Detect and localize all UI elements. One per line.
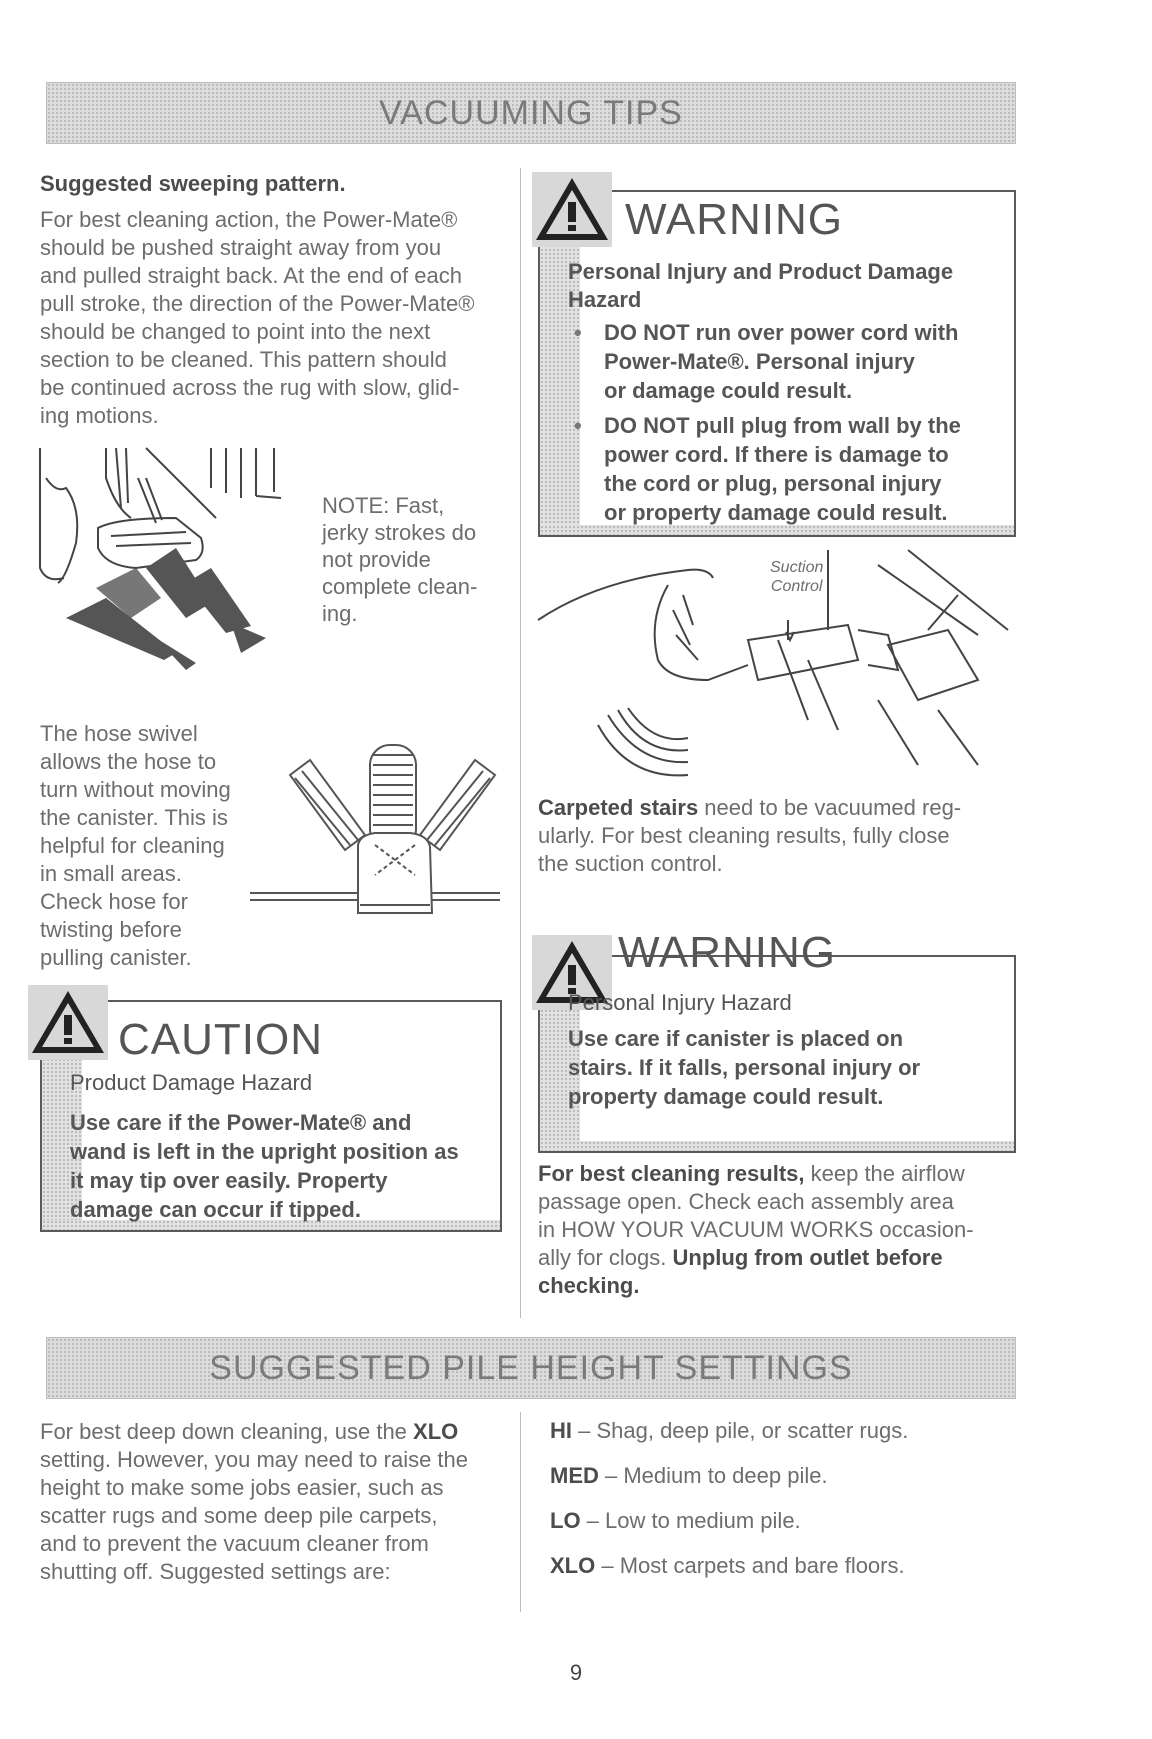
sweeping-note: NOTE: Fast, jerky strokes do not provide complete clean- ing.	[322, 493, 478, 626]
pile-intro-text: For best deep down cleaning, use the XLO setting. However, you may need to raise the height to make some jobs easier, such as scatter rugs and some deep pile carpets, and to prevent the vacuum cleaner from shutting off. Suggested settings are:	[40, 1419, 469, 1584]
section-banner-pile-height	[46, 1337, 1016, 1399]
caution-title: CAUTION	[118, 1015, 323, 1064]
best-results-text: For best cleaning results, keep the airflow passage open. Check each assembly area in HOW YOUR VACUUM WORKS occasion- ally for clogs. Unplug from outlet before checking.	[538, 1161, 974, 1298]
pile-setting-lo: LO – Low to medium pile.	[550, 1508, 801, 1533]
warning1-bullet-2: • DO NOT pull plug from wall by the power cord. If there is damage to the cord or plug, personal injury or property damage could result.	[568, 411, 1008, 527]
warning1-subtitle: Personal Injury and Product Damage Hazard	[568, 259, 954, 312]
pile-setting-med: MED – Medium to deep pile.	[550, 1463, 828, 1488]
warning2-body: Use care if canister is placed on stairs. If it falls, personal injury or property damage could result.	[568, 1026, 921, 1109]
column-divider	[520, 168, 521, 1318]
warning2-bottom-stripe	[540, 1141, 1014, 1151]
section-banner-vacuuming-tips	[46, 82, 1016, 144]
pile-setting-hi: HI – Shag, deep pile, or scatter rugs.	[550, 1418, 909, 1443]
warning1-title: WARNING	[625, 195, 844, 244]
sweeping-intro: For best cleaning action, the Power-Mate® should be pushed straight away from you and pulled straight back. At the end of each pull stroke, the direction of the Power-Mate® should be changed to point into the next section to be cleaned. This pattern should be continued across the rug with slow, glid- ing motions.	[40, 207, 475, 428]
suction-control-label: Suction Control	[770, 559, 824, 595]
sweeping-pattern-illustration	[36, 448, 306, 673]
warning1-alert-icon	[532, 172, 612, 247]
sweeping-heading: Suggested sweeping pattern.	[40, 171, 346, 196]
page-number: 9	[569, 1660, 583, 1685]
carpeted-stairs-text: Carpeted stairs need to be vacuumed reg- ularly. For best cleaning results, fully close the suction control.	[538, 795, 962, 876]
warning2-subtitle: Personal Injury Hazard	[568, 990, 792, 1015]
warning1-bullets	[568, 318, 1008, 533]
caution-alert-icon	[28, 985, 108, 1060]
hose-swivel-illustration	[250, 745, 500, 920]
caution-subtitle: Product Damage Hazard	[70, 1070, 313, 1095]
pile-setting-xlo: XLO – Most carpets and bare floors.	[550, 1553, 905, 1578]
warning1-bullet-1: • DO NOT run over power cord with Power-Mate®. Personal injury or damage could result.	[568, 318, 1008, 405]
caution-body: Use care if the Power-Mate® and wand is left in the upright position as it may tip over easily. Property damage can occur if tipped.	[70, 1110, 459, 1222]
pile-section-title: SUGGESTED PILE HEIGHT SETTINGS	[209, 1348, 853, 1387]
warning2-title: WARNING	[618, 928, 837, 977]
pile-column-divider	[520, 1412, 521, 1612]
section-title: VACUUMING TIPS	[379, 93, 683, 132]
hose-swivel-text: The hose swivel allows the hose to turn without moving the canister. This is helpful for cleaning in small areas. Check hose for twisting before pulling canister.	[40, 721, 231, 970]
